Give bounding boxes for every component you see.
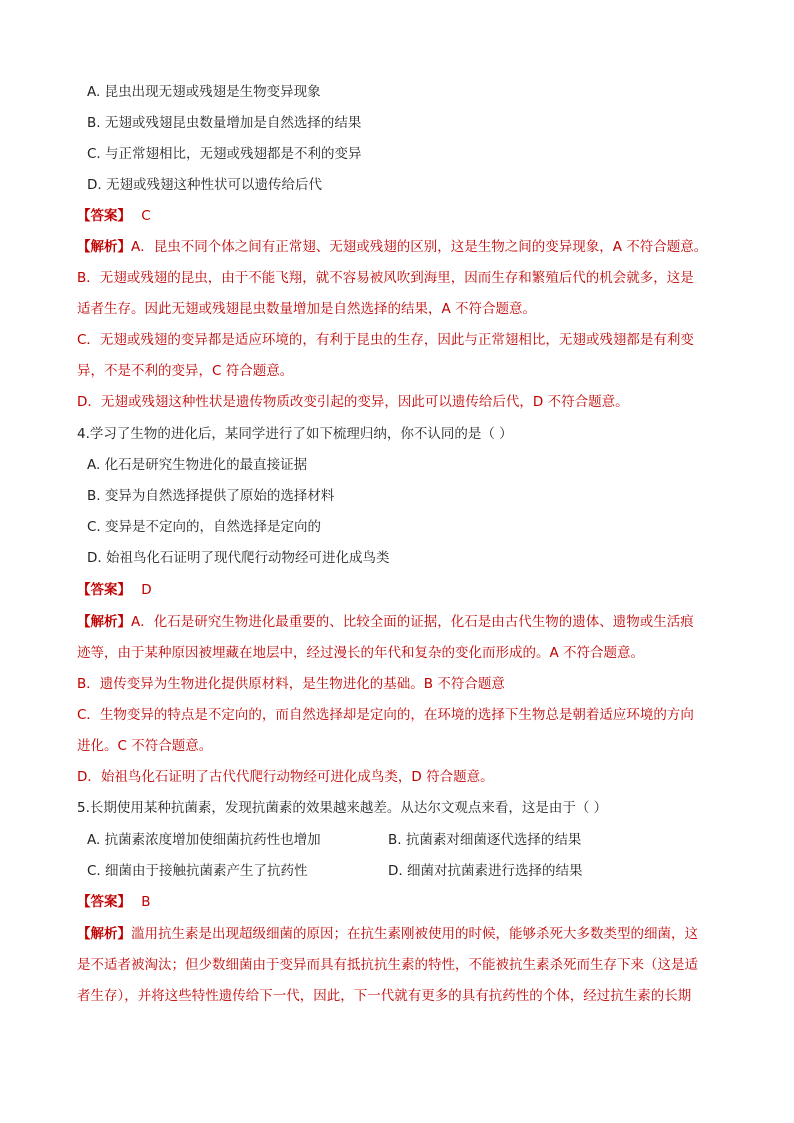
answer-label: 【答案】 bbox=[77, 894, 131, 910]
q3-answer bbox=[77, 206, 151, 226]
q4-analysis-line-2: 迹等，由于某种原因被埋藏在地层中，经过漫长的年代和复杂的变化而形成的。A 不符合题意。 bbox=[77, 645, 645, 661]
answer-label: 【答案】 bbox=[77, 208, 131, 224]
q5-option-c: C. 细菌由于接触抗菌素产生了抗药性 bbox=[87, 863, 308, 879]
q3-analysis-line-2: B．无翅或残翅的昆虫，由于不能飞翔，就不容易被风吹到海里，因而生存和繁殖后代的机会就多，这是 bbox=[77, 270, 694, 286]
q5-analysis-line-2: 是不适者被淘汰；但少数细菌由于变异而具有抵抗抗生素的特性，不能被抗生素杀死而生存下来（这是适 bbox=[77, 957, 698, 973]
q3-analysis-line-3: 适者生存。因此无翅或残翅昆虫数量增加是自然选择的结果，A 不符合题意。 bbox=[77, 301, 537, 317]
analysis-text: 滥用抗生素是出现超级细菌的原因；在抗生素刚被使用的时候，能够杀死大多数类型的细菌，这 bbox=[131, 926, 698, 942]
answer-label: 【答案】 bbox=[77, 582, 131, 598]
q4-analysis-line-1 bbox=[77, 612, 694, 632]
q3-option-b: B. 无翅或残翅昆虫数量增加是自然选择的结果 bbox=[87, 115, 362, 131]
q5-option-b: B. 抗菌素对细菌逐代选择的结果 bbox=[388, 832, 582, 848]
answer-value: D bbox=[141, 582, 152, 598]
q5-option-a: A. 抗菌素浓度增加使细菌抗药性也增加 bbox=[87, 832, 321, 848]
q4-analysis-line-3: B．遗传变异为生物进化提供原材料，是生物进化的基础。B 不符合题意 bbox=[77, 676, 505, 692]
q3-analysis-line-6: D．无翅或残翅这种性状是遗传物质改变引起的变异，因此可以遗传给后代，D 不符合题意。 bbox=[77, 394, 629, 410]
analysis-label: 【解析】 bbox=[77, 239, 131, 255]
answer-value: C bbox=[141, 208, 151, 224]
q3-analysis-line-1 bbox=[77, 237, 707, 257]
q5-analysis-line-3: 者生存），并将这些特性遗传给下一代，因此，下一代就有更多的具有抗药性的个体，经过抗生素的长期 bbox=[77, 988, 692, 1004]
q4-analysis-line-6: D．始祖鸟化石证明了古代代爬行动物经可进化成鸟类，D 符合题意。 bbox=[77, 769, 494, 785]
q4-analysis-line-4: C．生物变异的特点是不定向的，而自然选择却是定向的，在环境的选择下生物总是朝着适应环境的方向 bbox=[77, 707, 694, 723]
q3-analysis-line-4: C．无翅或残翅的变异都是适应环境的，有利于昆虫的生存，因此与正常翅相比，无翅或残翅都是有利变 bbox=[77, 332, 694, 348]
q3-option-c: C. 与正常翅相比，无翅或残翅都是不利的变异 bbox=[87, 146, 362, 162]
q4-option-c: C. 变异是不定向的，自然选择是定向的 bbox=[87, 519, 322, 535]
q4-option-a: A. 化石是研究生物进化的最直接证据 bbox=[87, 457, 308, 473]
q5-analysis-line-1 bbox=[77, 924, 698, 944]
analysis-label: 【解析】 bbox=[77, 614, 131, 630]
analysis-label: 【解析】 bbox=[77, 926, 131, 942]
q4-stem: 4.学习了生物的进化后，某同学进行了如下梳理归纳，你不认同的是（ ） bbox=[77, 426, 513, 442]
q4-option-d: D. 始祖鸟化石证明了现代爬行动物经可进化成鸟类 bbox=[87, 550, 390, 566]
q3-analysis-line-5: 异，不是不利的变异，C 符合题意。 bbox=[77, 363, 294, 379]
q3-option-a: A. 昆虫出现无翅或残翅是生物变异现象 bbox=[87, 84, 321, 100]
q5-option-d: D. 细菌对抗菌素进行选择的结果 bbox=[388, 863, 583, 879]
q4-analysis-line-5: 进化。C 不符合题意。 bbox=[77, 738, 213, 754]
answer-value: B bbox=[141, 894, 151, 910]
q3-option-d: D. 无翅或残翅这种性状可以遗传给后代 bbox=[87, 177, 322, 193]
q4-answer bbox=[77, 580, 152, 600]
analysis-text: A．化石是研究生物进化最重要的、比较全面的证据，化石是由古代生物的遗体、遗物或生活痕 bbox=[131, 614, 694, 630]
q4-option-b: B. 变异为自然选择提供了原始的选择材料 bbox=[87, 488, 335, 504]
q5-answer bbox=[77, 892, 151, 912]
q5-stem: 5.长期使用某种抗菌素，发现抗菌素的效果越来越差。从达尔文观点来看，这是由于（ ） bbox=[77, 800, 608, 816]
analysis-text: A．昆虫不同个体之间有正常翅、无翅或残翅的区别，这是生物之间的变异现象，A 不符合题意。 bbox=[131, 239, 708, 255]
